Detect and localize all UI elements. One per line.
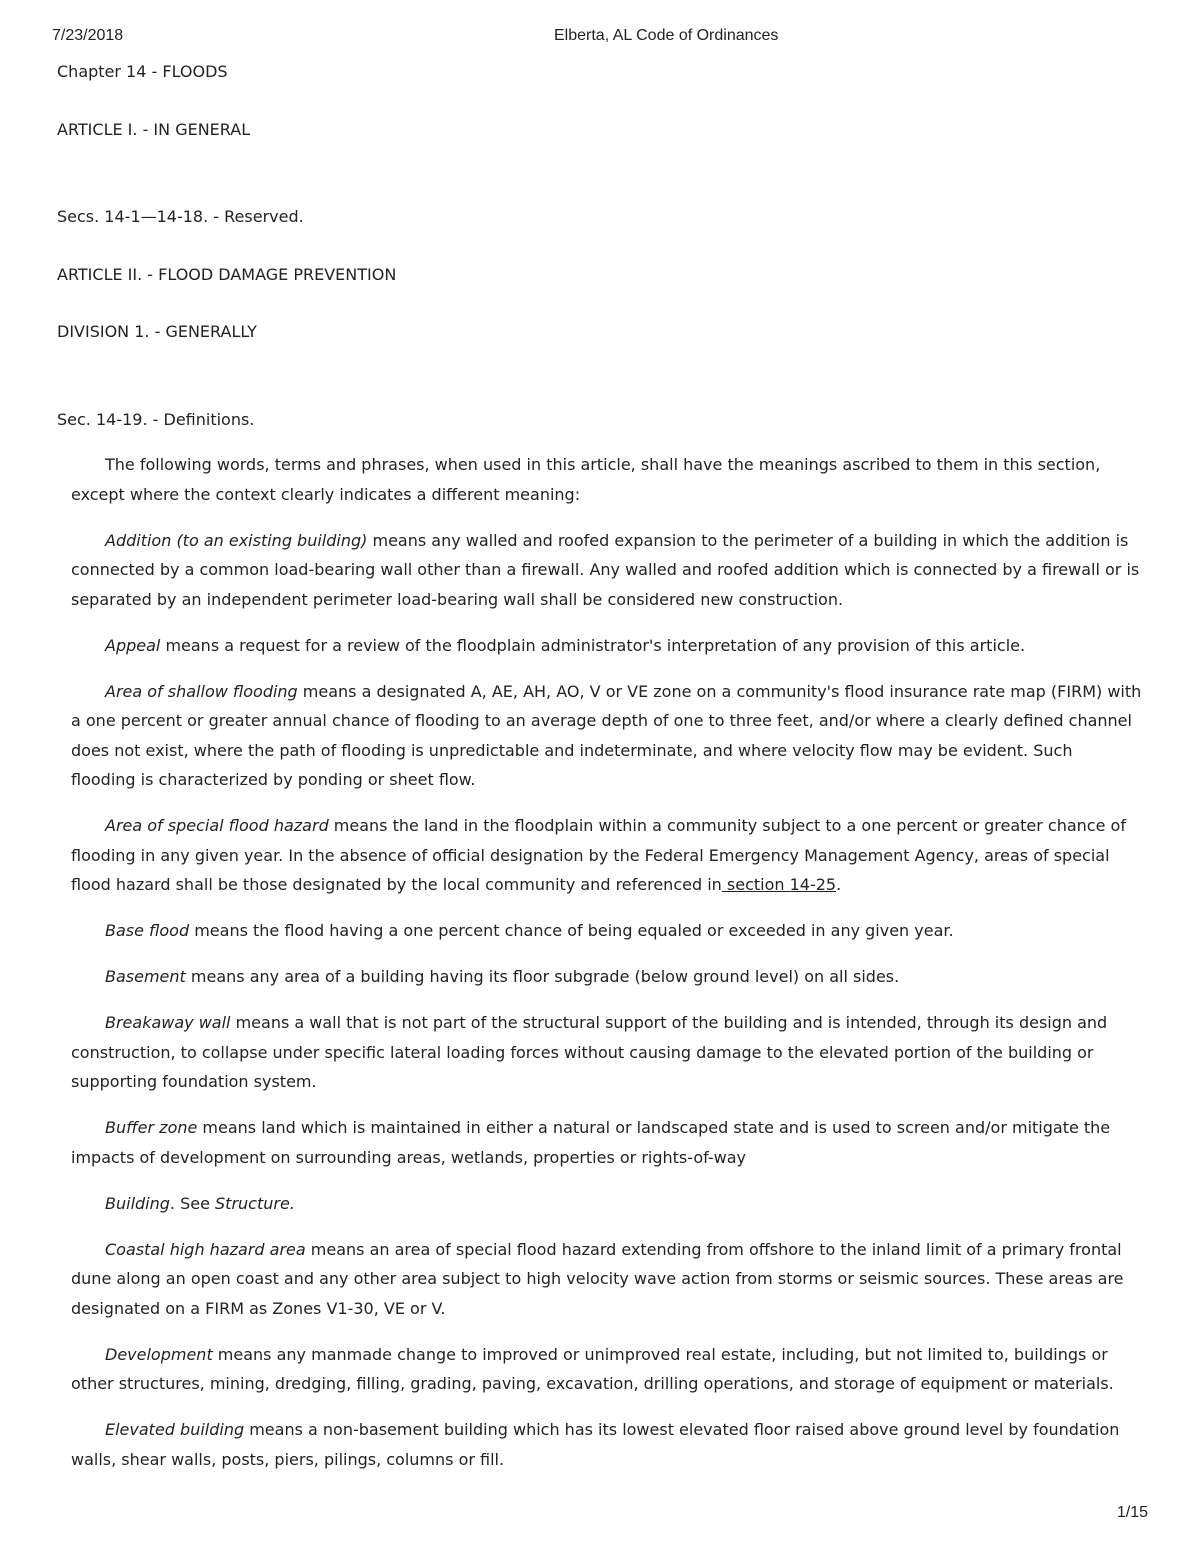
definition-text: means any area of a building having its floor subgrade (below ground level) on all sides. xyxy=(185,967,900,986)
definition-text: means any manmade change to improved or unimproved real estate, including, but not limited to, buildings or other structures, mining, dredging, filling, grading, paving, excavation, drilling operations, and storage of equipment or materials. xyxy=(71,1344,1114,1393)
definition-base-flood xyxy=(57,916,1142,946)
definition-text: means an area of special flood hazard extending from offshore to the inland limit of a primary frontal dune along an open coast and any other area subject to high velocity wave action from storms or seismic sources. These areas are designated on a FIRM as Zones V1-30, VE or V. xyxy=(71,1239,1124,1318)
definition-term: Buffer zone xyxy=(105,1118,198,1137)
definition-development xyxy=(57,1340,1142,1399)
definition-term: Elevated building xyxy=(105,1420,245,1439)
print-date: 7/23/2018 xyxy=(52,27,124,44)
print-title: Elberta, AL Code of Ordinances xyxy=(554,27,779,44)
definition-term: Breakaway wall xyxy=(105,1013,231,1032)
definition-term: Basement xyxy=(105,967,186,986)
section-heading: Sec. 14-19. - Definitions. xyxy=(57,410,255,429)
section-14-25-link[interactable]: section 14-25 xyxy=(721,875,837,894)
article-1-heading: ARTICLE I. - IN GENERAL xyxy=(57,120,251,139)
print-header xyxy=(52,27,1148,49)
definition-breakaway-wall xyxy=(57,1008,1142,1097)
page-number: 1/15 xyxy=(1116,1504,1148,1521)
definition-appeal xyxy=(57,631,1142,661)
definition-term: Base flood xyxy=(105,921,190,940)
definition-term: Addition (to an existing building) xyxy=(105,530,368,550)
definition-term: Area of special flood hazard xyxy=(105,816,329,835)
definition-coastal-high-hazard xyxy=(57,1235,1142,1324)
definition-text: means a designated A, AE, AH, AO, V or VE zone on a community's flood insurance rate map (FIRM) with a one percent or greater annual chance of flooding to an average depth of one to three feet, and/or where a clearly defined channel does not exist, where the path of flooding is unpredictable and indeterminate, and where velocity flow may be evident. Such flooding is characterized by ponding or sheet flow. xyxy=(71,681,1142,789)
definition-see-term: Structure. xyxy=(215,1193,295,1213)
definition-elevated-building xyxy=(57,1415,1142,1474)
definition-text: means the land in the floodplain within a community subject to a one percent or greater chance of flooding in any given year. In the absence of official designation by the Federal Emergency Management Agency, areas of special flood hazard shall be those designated by the local community and referenced in xyxy=(71,816,1126,894)
reserved-sections-heading: Secs. 14-1—14-18. - Reserved. xyxy=(57,207,304,226)
definition-text: means a non-basement building which has its lowest elevated floor raised above ground level by foundation walls, shear walls, posts, piers, pilings, columns or fill. xyxy=(71,1420,1120,1469)
definition-term: Coastal high hazard area xyxy=(105,1239,306,1259)
definition-text: . See xyxy=(169,1193,216,1213)
definition-text-end: . xyxy=(836,875,842,894)
division-1-heading: DIVISION 1. - GENERALLY xyxy=(57,322,257,341)
definition-text: means a request for a review of the floodplain administrator's interpretation of any provision of this article. xyxy=(160,635,1026,655)
article-2-heading: ARTICLE II. - FLOOD DAMAGE PREVENTION xyxy=(57,265,397,284)
definition-text: means the flood having a one percent chance of being equaled or exceeded in any given year. xyxy=(189,921,954,940)
definition-term: Development xyxy=(105,1344,213,1364)
definition-term: Building xyxy=(105,1193,170,1213)
intro-paragraph: The following words, terms and phrases, when used in this article, shall have the meanings ascribed to them in this section, except where the context clearly indicates a different meaning: xyxy=(71,455,1101,504)
definition-buffer-zone xyxy=(57,1113,1142,1172)
definition-term: Appeal xyxy=(105,635,161,655)
definition-addition xyxy=(57,526,1142,615)
definition-term: Area of shallow flooding xyxy=(105,681,298,701)
definition-text: means land which is maintained in either a natural or landscaped state and is used to screen and/or mitigate the impacts of development on surrounding areas, wetlands, properties or rights-of-way xyxy=(71,1118,1111,1167)
definition-building xyxy=(57,1189,1142,1219)
definition-shallow-flooding xyxy=(57,677,1142,795)
definition-special-flood-hazard xyxy=(57,811,1142,900)
chapter-heading: Chapter 14 - FLOODS xyxy=(57,62,228,81)
document-content xyxy=(57,60,1142,1474)
definition-text: means a wall that is not part of the structural support of the building and is intended, through its design and construction, to collapse under specific lateral loading forces without causing damage to the elevated portion of the building or supporting foundation system. xyxy=(71,1013,1108,1091)
definition-text: means any walled and roofed expansion to the perimeter of a building in which the addition is connected by a common load-bearing wall other than a firewall. Any walled and roofed addition which is connected by a firewall or is separated by an independent perimeter load-bearing wall shall be considered new construction. xyxy=(71,530,1140,609)
definition-basement xyxy=(57,962,1142,992)
